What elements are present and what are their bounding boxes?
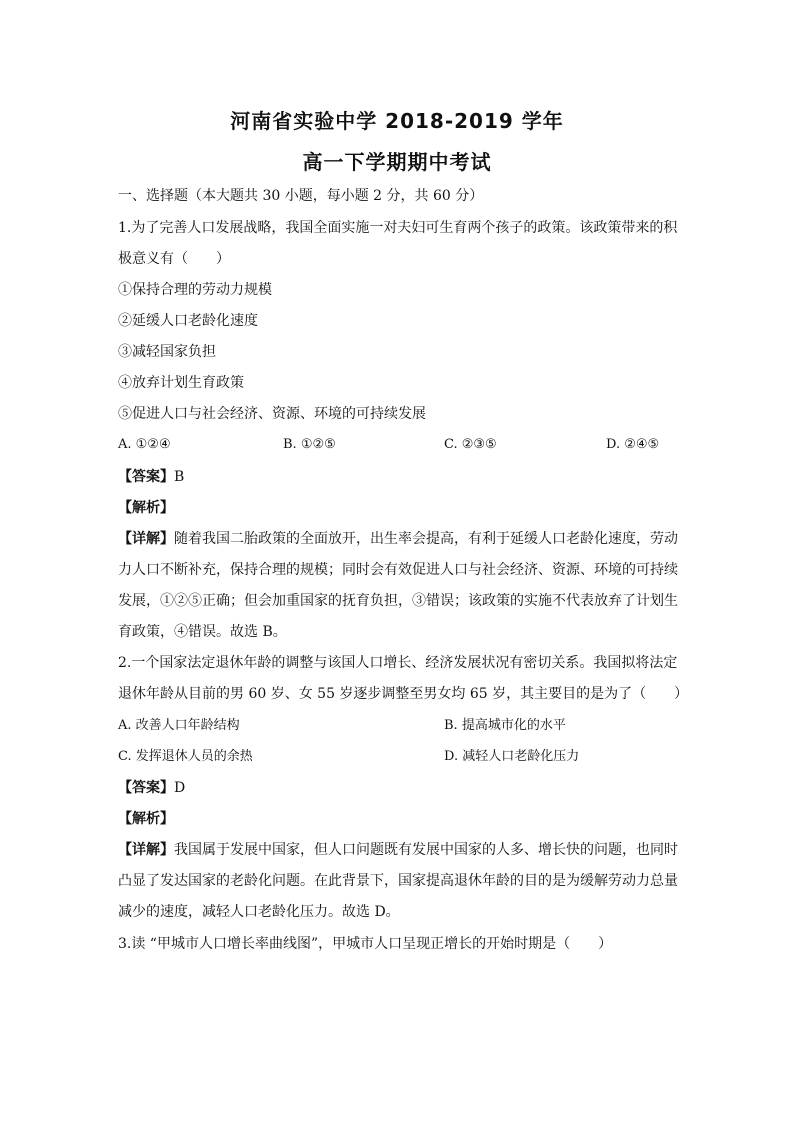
q1-detail-line2: 力人口不断补充，保持合理的规模；同时会有效促进人口与社会经济、资源、环境的可持续	[118, 562, 678, 578]
q2-detail-label: 【详解】	[118, 842, 174, 858]
q3-stem-line1: 3.读 “甲城市人口增长率曲线图”，甲城市人口呈现正增长的开始时期是（ ）	[118, 936, 613, 952]
q1-option-c: C. ②③⑤	[444, 437, 497, 452]
q2-answer-value: D	[174, 780, 186, 796]
q1-detail-line4: 育政策，④错误。故选 B。	[118, 624, 287, 640]
q1-detail-text1: 随着我国二胎政策的全面放开，出生率会提高，有利于延缓人口老龄化速度，劳动	[174, 531, 678, 547]
q2-analysis-label: 【解析】	[118, 811, 174, 827]
q1-stem-line2: 极意义有（ ）	[118, 251, 230, 267]
q1-answer-label: 【答案】	[118, 469, 174, 485]
q1-option-a: A. ①②④	[118, 437, 171, 452]
section-heading: 一、选择题（本大题共 30 小题，每小题 2 分，共 60 分）	[118, 188, 484, 204]
q1-option-b: B. ①②⑤	[283, 437, 336, 452]
q1-item-5: ⑤促进人口与社会经济、资源、环境的可持续发展	[118, 406, 426, 422]
q1-detail-line1	[118, 529, 678, 549]
q1-item-4: ④放弃计划生育政策	[118, 375, 244, 391]
q1-answer-value: B	[174, 469, 185, 485]
q2-answer-label: 【答案】	[118, 780, 174, 796]
q1-option-d: D. ②④⑤	[606, 437, 660, 452]
q2-option-d: D. 减轻人口老龄化压力	[444, 749, 580, 764]
q2-option-a: A. 改善人口年龄结构	[118, 718, 240, 733]
q1-analysis-label: 【解析】	[118, 500, 174, 516]
q2-detail-line2: 凸显了发达国家的老龄化问题。在此背景下，国家提高退休年龄的目的是为缓解劳动力总量	[118, 873, 678, 889]
q2-option-b: B. 提高城市化的水平	[444, 718, 566, 733]
q2-answer	[118, 778, 678, 798]
q1-stem-line1: 1.为了完善人口发展战略，我国全面实施一对夫妇可生育两个孩子的政策。该政策带来的积	[118, 220, 678, 236]
q2-stem-line1: 2.一个国家法定退休年龄的调整与该国人口增长、经济发展状况有密切关系。我国拟将法定	[118, 655, 678, 671]
q2-detail-line1	[118, 840, 678, 860]
q1-item-3: ③减轻国家负担	[118, 344, 216, 360]
exam-title-line1: 河南省实验中学 2018-2019 学年	[230, 109, 564, 133]
q1-answer	[118, 467, 678, 487]
q1-detail-label: 【详解】	[118, 531, 174, 547]
q2-option-c: C. 发挥退休人员的余热	[118, 749, 253, 764]
exam-title-line2: 高一下学期期中考试	[302, 150, 492, 174]
q1-item-1: ①保持合理的劳动力规模	[118, 282, 272, 298]
q1-detail-line3: 发展，①②⑤正确；但会加重国家的抚育负担，③错误；该政策的实施不代表放弃了计划生	[118, 593, 678, 609]
q2-detail-text1: 我国属于发展中国家，但人口问题既有发展中国家的人多、增长快的问题，也同时	[174, 842, 678, 858]
q2-detail-line3: 减少的速度，减轻人口老龄化压力。故选 D。	[118, 904, 400, 920]
q1-item-2: ②延缓人口老龄化速度	[118, 313, 258, 329]
q2-stem-line2: 退休年龄从目前的男 60 岁、女 55 岁逐步调整至男女均 65 岁，其主要目的是为了（ ）	[118, 686, 689, 702]
